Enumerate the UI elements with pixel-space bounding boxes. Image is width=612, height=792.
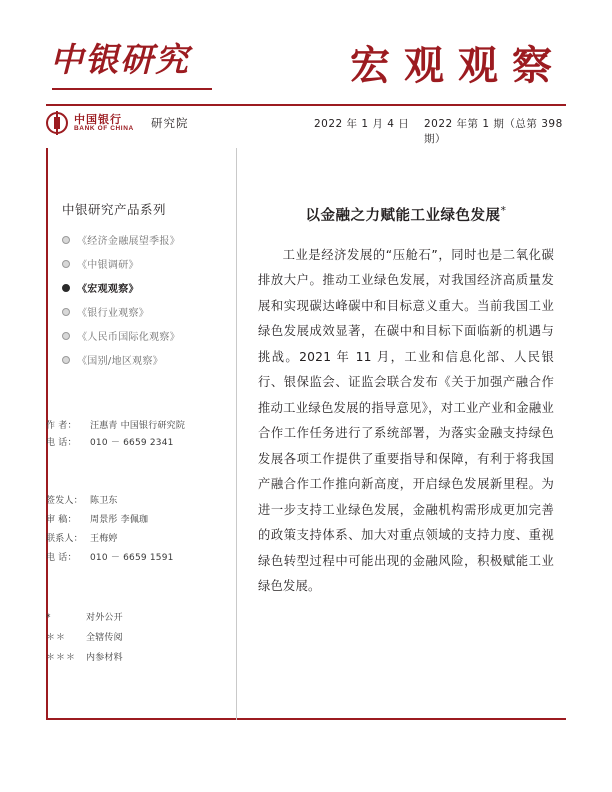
- reviewer-line: [46, 511, 236, 530]
- contact-label: 联系人：: [46, 534, 83, 544]
- bullet-icon: [62, 356, 70, 364]
- bank-name-en: BANK OF CHINA: [74, 125, 134, 132]
- reviewer-label: 审 稿：: [46, 515, 77, 525]
- footnote-mark: *: [46, 613, 52, 623]
- footnote-text: 内参材料: [86, 653, 123, 663]
- series-list: [62, 232, 227, 367]
- issue-number: 2022 年第 1 期（总第 398 期）: [424, 118, 563, 145]
- issue-date: 2022 年 1 月 4 日: [314, 118, 410, 130]
- series-title: 中银研究产品系列: [62, 202, 167, 217]
- bullet-icon-active: [62, 284, 70, 292]
- bullet-icon: [62, 332, 70, 340]
- footnote-text: 全辖传阅: [86, 633, 123, 643]
- sidebar: [62, 200, 227, 376]
- sidebar-item-label: 《国别/地区观察》: [77, 356, 164, 367]
- brand-logo-underline: [52, 88, 212, 90]
- issuer-label: 签发人：: [46, 496, 83, 506]
- sidebar-item-outlook[interactable]: [62, 232, 227, 247]
- contact-phone-value: 010 － 6659 1591: [90, 553, 174, 563]
- sidebar-item-label: 《中银调研》: [77, 260, 139, 271]
- bank-name-cn: 中国银行: [74, 113, 122, 126]
- author-value: 汪惠青 中国银行研究院: [90, 421, 186, 431]
- sidebar-item-macro-observation[interactable]: [62, 280, 227, 295]
- author-label: 作 者：: [46, 421, 77, 431]
- footnote-restricted: [46, 648, 236, 668]
- article: [258, 200, 554, 600]
- masthead: [46, 30, 566, 98]
- author-meta-block: [46, 418, 236, 452]
- article-title: [258, 200, 554, 227]
- article-title-footnote-mark: *: [500, 204, 507, 217]
- sidebar-item-label: 《经济金融展望季报》: [77, 236, 180, 247]
- author-phone-value: 010 － 6659 2341: [90, 438, 174, 448]
- author-line: [46, 418, 236, 435]
- brand-logo-text: 中银研究: [50, 40, 190, 79]
- footnote-public: [46, 608, 236, 628]
- subheader: [46, 110, 566, 144]
- editorial-meta-block: [46, 492, 236, 568]
- sidebar-item-research[interactable]: [62, 256, 227, 271]
- footnote-internal-circulation: [46, 628, 236, 648]
- contact-value: 王梅婷: [90, 534, 118, 544]
- article-body: 工业是经济发展的“压舱石”，同时也是二氧化碳排放大户。推动工业绿色发展，对我国经济高质量发展和实现碳达峰碳中和目标意义重大。当前我国工业绿色发展成效显著，在碳中和目标下面临新的机遇与挑战。2021 年 11 月，工业和信息化部、人民银行、银保监会、证监会联合发布《关于加强产融合作推动工业绿色发展的指导意见》，对工业产业和金融业合作工作任务进行了系统部署，为落实金融支持绿色发展各项工作提供了重要指导和保障，有利于将我国产融合作工作推向新高度，开启绿色发展新里程。为进一步支持工业绿色发展，金融机构需形成更加完善的政策支持体系、加大对重点领域的支持力度、重视绿色转型过程中可能出现的金融风险，积极赋能工业绿色发展。: [258, 247, 554, 594]
- sidebar-item-country-region-observation[interactable]: [62, 352, 227, 367]
- bullet-icon: [62, 260, 70, 268]
- sidebar-item-banking-observation[interactable]: [62, 304, 227, 319]
- contact-line: [46, 530, 236, 549]
- issuer-line: [46, 492, 236, 511]
- bank-of-china-logo-icon: [46, 112, 70, 136]
- sidebar-item-rmb-internationalization[interactable]: [62, 328, 227, 343]
- distribution-footnotes: [46, 608, 236, 668]
- brand-logo: [50, 32, 220, 92]
- sidebar-item-label: 《宏观观察》: [77, 284, 139, 295]
- publication-title: 宏观观察: [350, 42, 566, 89]
- bullet-icon: [62, 236, 70, 244]
- sidebar-item-label: 《人民币国际化观察》: [77, 332, 180, 343]
- footnote-mark: ＊＊: [46, 633, 67, 643]
- sidebar-item-label: 《银行业观察》: [77, 308, 150, 319]
- reviewer-value: 周景彤 李佩珈: [90, 515, 149, 525]
- footnote-mark: ＊＊＊: [46, 653, 77, 663]
- frame-bottom-border: [46, 718, 566, 720]
- contact-phone-label: 电 话：: [46, 553, 77, 563]
- bullet-icon: [62, 308, 70, 316]
- institute-label: 研究院: [151, 116, 189, 130]
- author-phone-line: [46, 435, 236, 452]
- column-divider: [236, 148, 237, 720]
- header-divider-rule: [46, 104, 566, 106]
- author-phone-label: 电 话：: [46, 438, 77, 448]
- article-title-text: 以金融之力赋能工业绿色发展: [305, 207, 501, 224]
- issuer-value: 陈卫东: [90, 496, 118, 506]
- footnote-text: 对外公开: [86, 613, 123, 623]
- contact-phone-line: [46, 549, 236, 568]
